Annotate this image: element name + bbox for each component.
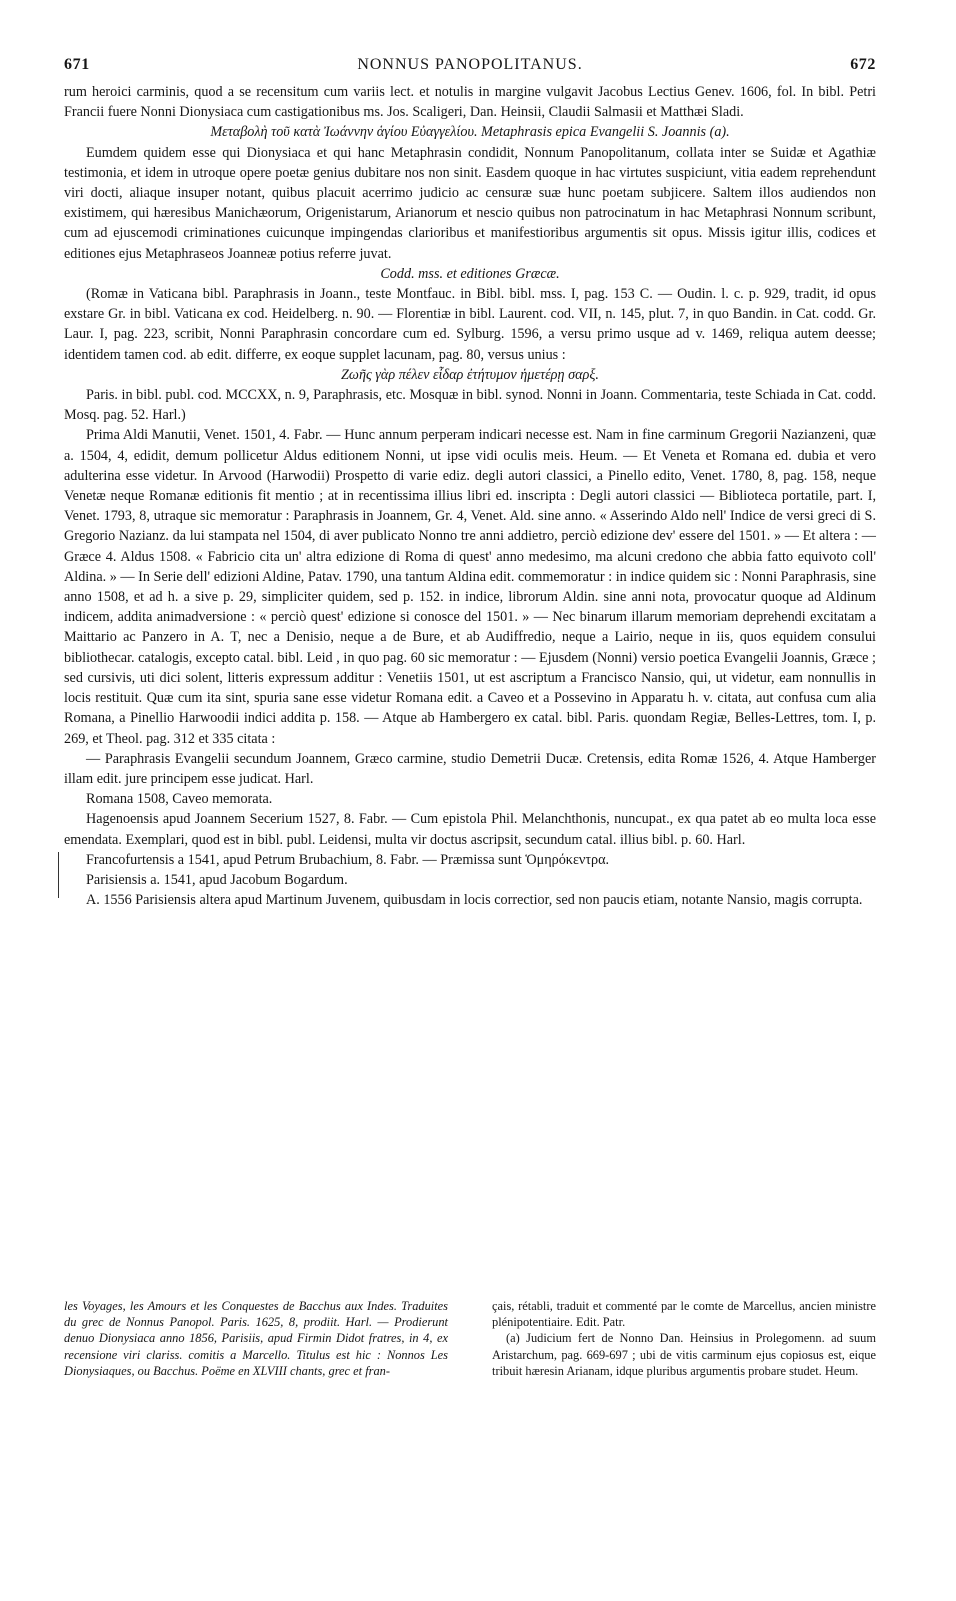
paragraph-francofurtensis bbox=[64, 850, 876, 870]
main-text bbox=[64, 82, 876, 910]
subsection-heading: Codd. mss. et editiones Græcæ. bbox=[380, 265, 560, 282]
paragraph-paris: Paris. in bibl. publ. cod. MCCXX, n. 9, Paraphrasis, etc. Mosquæ in bibl. synod. Nonni in Joann. Commentaria, teste Schiada in Cat. codd. Mosq. pag. 52. Harl.) bbox=[64, 387, 876, 424]
footnote-column-right bbox=[492, 1298, 876, 1379]
left-page-number: 671 bbox=[64, 56, 90, 73]
paragraph-parisiensis: Parisiensis a. 1541, apud Jacobum Bogardum. bbox=[86, 871, 348, 888]
paragraph-romana: Romana 1508, Caveo memorata. bbox=[86, 791, 273, 808]
running-header bbox=[64, 56, 876, 74]
right-page-number: 672 bbox=[850, 56, 876, 73]
francofurtensis-text: Francofurtensis a 1541, apud Petrum Brubachium, 8. Fabr. — Præmissa sunt Ὁμηρόκεντρα. bbox=[86, 851, 610, 868]
paragraph-hagenoensis: Hagenoensis apud Joannem Secerium 1527, 8. Fabr. — Cum epistola Phil. Melanchthonis, nuncupat., ex qua patet ab eo multa loca esse emendata. Exemplari, quod est in bibl. publ. Leidensi, multa vir doctus ascripsit, secundum catal. illius bibl. p. 60. Harl. bbox=[64, 811, 876, 848]
section-heading: Μεταβολὴ τοῦ κατὰ Ἰωάννην ἁγίου Εὐαγγελίου. Metaphrasis epica Evangelii S. Joannis (a). bbox=[210, 124, 730, 141]
footnote-left-text: les Voyages, les Amours et les Conquestes de Bacchus aux Indes. Traduites du grec de Nonnus Panopol. Paris. 1625, 8, prodiit. Harl. — Prodierunt denuo Dionysiaca anno 1856, Parisiis, apud Firmin Didot fratres, in 4, ex recensione viri clariss. comitis a Marcello. Titulus est hic : Nonnos Les Dionysiaques, ou Bacchus. Poëme en XLVIII chants, grec et fran- bbox=[64, 1299, 448, 1378]
paragraph-paraphrasis: — Paraphrasis Evangelii secundum Joannem, Græco carmine, studio Demetrii Ducæ. Cretensis, edita Romæ 1526, 4. Atque Hamberger illam edit. jure principem esse judicat. Harl. bbox=[64, 750, 876, 787]
paragraph-codices: (Romæ in Vaticana bibl. Paraphrasis in Joann., teste Montfauc. in Bibl. bibl. mss. I, pag. 153 C. — Oudin. l. c. p. 929, tradit, id opus exstare Gr. in bibl. Vaticana ex cod. Heidelberg. n. 90. — Florentiæ in bibl. Laurent. cod. VII, n. 145, plut. 7, in quo Bandin. in Cat. codd. Gr. Laur. I, pag. 223, scribit, Nonni Paraphrasin concordare cum ed. Sylburg. 1596, a versu primo usque ad v. 1469, reliqua autem deesse; identidem tamen cod. ab edit. differre, ex eoque supplet lacunam, pag. 80, versus unius : bbox=[64, 286, 876, 363]
paragraph-1556: A. 1556 Parisiensis altera apud Martinum Juvenem, quibusdam in locis correctior, sed non paucis etiam, notante Nansio, magis corrupta. bbox=[86, 892, 863, 909]
footnote-a: (a) Judicium fert de Nonno Dan. Heinsius in Prolegomenn. ad suum Aristarchum, pag. 669-697 ; ubi de vitis carminum ejus copiosus est, eique tribuit hæresin Arianam, idque pluribus argumentis probare studet. Heum. bbox=[492, 1331, 876, 1378]
footnote-right-continuation: çais, rétabli, traduit et commenté par le comte de Marcellus, ancien ministre plénipotentiaire. Edit. Patr. bbox=[492, 1299, 876, 1330]
greek-verse: Ζωῆς γὰρ πέλεν εἶδαρ ἐτήτυμον ἡμετέρῃ σαρξ. bbox=[341, 366, 599, 383]
running-title: NONNUS PANOPOLITANUS. bbox=[357, 56, 583, 73]
margin-mark bbox=[58, 852, 59, 898]
paragraph-aldine: Prima Aldi Manutii, Venet. 1501, 4. Fabr. — Hunc annum perperam indicari necesse est. Nam in fine carminum Gregorii Nazianzeni, quæ a. 1504, 4, edidit, demum pollicetur Aldus editionem Nonni, ut ipse vidi oculis meis. Heum. — Et Veneta et Romana ed. dubia et vero adulterina esse videtur. In Arvood (Harwodii) Prospetto di varie ediz. degli autori classici, a Pinello edito, Venet. 1780, 8, pag. 158, neque Venetæ neque Romanæ editionis fit mentio ; at in recentissima illius libri ed. inscripta : Degli autori classici — Biblioteca portatile, part. I, Venet. 1793, 8, utraque sic memoratur : Paraphrasis in Joannem, Gr. 4, Venet. Ald. sine anno. « Asserindo Aldo nell' Indice de versi greci di S. Gregorio Nazianz. da lui stampata nel 1504, di aver publicato Nonno tre anni addietro, perciò edizione dev' essere del 1501. » — Et altera : — Græce 4. Aldus 1508. « Fabricio cita un' altra edizione di Roma di quest' anno medesimo, ma alcuni credono che abbia fatto equivoto coll' Aldina. » — In Serie dell' edizioni Aldine, Patav. 1790, una tantum Aldina edit. commemoratur : in indice quidem sic : Nonni Paraphrasis, sine anno 1508, et ad h. a sive p. 29, simpliciter quidem, sed p. 152. in indice, librorum Aldin. sine anni nota, provocatur quoque ad Aldinum indicem, addita animadversione : « perciò quest' edizione si conosce del 1501. » — Nec binarum illarum memoriam deprehendi excitatam a Maittario ac Panzero in A. T, nec a Denisio, neque a de Bure, et ab Audiffredio, neque a Lairio, neque in iis, quos equidem consului bibliothecar. catalogis, excepto catal. bibl. Leid , in quo pag. 60 sic memoratur : — Ejusdem (Nonni) versio poetica Evangelii Joannis, Græce ; sed cursivis, uti dici solent, litteris expressum additur : Venetiis 1501, ut est ascriptum a Francisco Nansio, qui, ut videtur, eam nonnullis in locis restituit. Quæ cum ita sint, spuria sane esse videtur Romana edit. a Caveo et a Possevino in Apparatu h. v. citata, aut confusa cum alia Romana, a Pinellio Harwoodii indici addita p. 158. — Atque ab Hambergero ex catal. bibl. Paris. quondam Regiæ, Belles-Lettres, tom. I, p. 269, et Theol. pag. 312 et 335 citata : bbox=[64, 427, 876, 747]
paragraph-intro: Eumdem quidem esse qui Dionysiaca et qui hanc Metaphrasin condidit, Nonnum Panopolitanum, collata inter se Suidæ et Agathiæ testimonia, et idem in utroque opere poetæ genius dubitare nos non sinit. Easdem quoque in hac virtutes suspiciunt, vitia eadem reprehendunt viri docti, aliaque insuper notant, quibus placuit acerrimo judicio ac censuræ suæ hunc poetam subjicere. Saltem illos audiendos non existimem, qui hæresibus Manichæorum, Origenistarum, Arianorum et nescio quibus non patrocinatum in hac Metaphrasi Nonnum scribunt, cum ad ejuscemodi criminationes cuicunque impingendas clarioribus et manifestioribus argumentis sit opus. Missis igitur illis, codices et editiones ejus Metaphraseos Joanneæ potius referre juvat. bbox=[64, 144, 876, 262]
page bbox=[64, 56, 876, 910]
paragraph-continuation: rum heroici carminis, quod a se recensitum cum variis lect. et notulis in margine vulgavit Jacobus Lectius Genev. 1606, fol. In bibl. Petri Francii fuere Nonni Dionysiaca cum castigationibus ms. Jos. Scaligeri, Dan. Heinsii, Claudii Salmasii et Matthæi Sladi. bbox=[64, 84, 876, 121]
footnotes bbox=[64, 1298, 876, 1379]
footnote-column-left bbox=[64, 1298, 448, 1379]
